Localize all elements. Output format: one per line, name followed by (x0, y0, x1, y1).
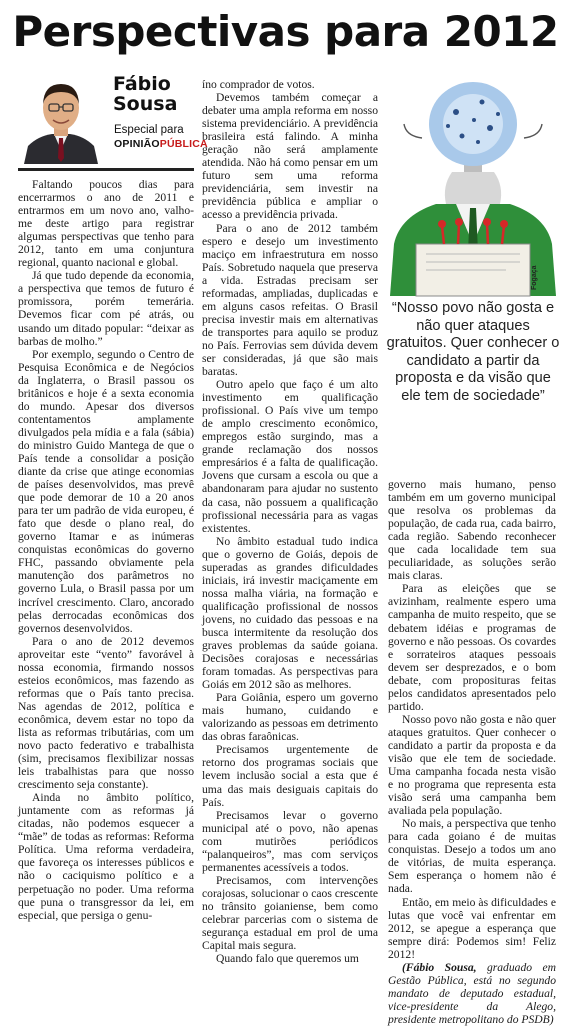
paragraph: Então, em meio às dificuldades e lutas que você vai enfrentar em 2012, se apegue a esperança que sempre dirá: Podemos sim! Feliz 2012! (388, 895, 556, 961)
pull-quote: “Nosso povo não gosta e não quer ataques gratuitos. Quer conhecer o candidato a partir da proposta e da visão que ele tem de sociedade” (386, 300, 560, 404)
signature-name: (Fábio Sousa, (402, 960, 477, 974)
brand-part-a: OPINIÃO (114, 138, 160, 150)
brand-logo (114, 138, 208, 150)
paragraph: Outro apelo que faço é um alto investimento em qualificação profissional. O País vive um tempo de amplo crescimento econômico, empregos estão surgindo, mas a grande reclamação dos nossos empresários é a falta de qualificação. Jovens que cursam a escola ou que a abandonaram para ajudar no sustento da casa, não possuem a qualificação profissional necessária para as vagas existentes. (202, 378, 378, 535)
signature-text: graduado em Gestão Pública, está no segundo mandato de deputado estadual, vice-presidente da Alego, presidente metropolitano do PSDB) (388, 960, 556, 1026)
paragraph: Já que tudo depende da economia, a perspectiva que temos de futuro é promissora, porém temerária. Devemos ficar com pé atrás, ou usando um ditado popular: “deixar as barbas de molho.” (18, 269, 194, 348)
author-first-name: Fábio (113, 73, 171, 95)
paragraph: Para o ano de 2012 também espero e desejo um investimento maciço em infraestrutura em nosso País. Sobretudo naquela que preserva a vida. Estradas precisam ser reformadas, ampliadas, duplicadas e em alguns casos refeitas. O Brasil precisa investir mais em alternativas de transportes para aquilo se produz no País. Ferrovias sem dúvida devem ser consideradas, já que são mais baratas. (202, 221, 378, 379)
author-box (18, 72, 208, 168)
paragraph: Ainda no âmbito político, juntamente com as reformas já citadas, não podemos esquecer a “mãe” de todas as reformas: Reforma Política. Uma reforma verdadeira, que favoreça os interesses públicos e não o caciquismo político e a perpetuação no poder. Uma reforma que puna o transgressor da lei, em especial, que persiga o genu- (18, 791, 194, 922)
paragraph: Devemos também começar a debater uma ampla reforma em nosso sistema previdenciário. A previdência brasileira está falindo. A minha geração não será amplamente atendida. Não há como pensar em um futuro sem uma reforma previdenciária, sem investir na previdência pública e ampliar o acesso a previdência privada. (202, 91, 378, 222)
paragraph: No mais, a perspectiva que tenho para cada goiano é de muitas conquistas. Desejo a todos um ano de vitórias, de muita esperança. Sem esperança o homem não é nada. (388, 817, 556, 896)
paragraph: Nosso povo não gosta e não quer ataques gratuitos. Quer conhecer o candidato a partir da proposta e da visão que ele tem de sociedade. Uma campanha focada nesta visão e no programa que representa esta visão será uma campanha bem avaliada pela população. (388, 712, 556, 818)
paragraph: governo mais humano, penso também em um governo municipal que resolva os problemas da população, de cada rua, cada bairro, cada região. Sabendo reconhecer que cada localidade tem sua peculiaridade, as soluções serão mais claras. (388, 478, 556, 583)
paragraph: Precisamos urgentemente de retorno dos programas sociais que levem inclusão social a esta que é uma das mais desiguais capitais do País. (202, 743, 378, 809)
author-divider (18, 168, 194, 171)
paragraph: No âmbito estadual tudo indica que o governo de Goiás, depois de superadas as grandes dificuldades iniciais, irá investir maciçamente em nossa malha viária, na formação e qualificação profissional de nossos jovens, no cuidado das pessoas e na busca intermitente da resolução dos graves problemas da saúde goiana. Decisões corajosas e necessárias foram tomadas. As perspectivas para Goiás em 2012 são as melhores. (202, 534, 378, 692)
illustration-signature: Fogaça (531, 265, 538, 290)
author-signature (388, 961, 556, 1026)
paragraph: Precisamos, com intervenções corajosas, solucionar o caos crescente no trânsito goianiense, bem como celebrar parcerias com o sistema de segurança estadual em prol de uma Capital mais segura. (202, 873, 378, 953)
author-last-name: Sousa (113, 93, 178, 115)
paragraph: Precisamos levar o governo municipal até o povo, não apenas com mutirões periódicos “palanqueiros”, mas com serviços permanentes acessíveis a todos. (202, 808, 378, 874)
author-name (113, 74, 197, 114)
headline: Perspectivas para 2012 (12, 7, 559, 56)
illustration (386, 76, 560, 296)
paragraph: Para o ano de 2012 devemos aproveitar este “vento” favorável à nossa economia, firmando nossos esteios econômicos, mas fazendo as reformas que o País tanto precisa. Nas agendas de 2012, política e econômica, devem estar no topo da lista as reformas tributárias, com um novo pacto federativo e trabalhista (sim, precisamos flexibilizar nossas leis trabalhistas para que nosso crescimento seja constante). (18, 634, 194, 792)
paragraph: Por exemplo, segundo o Centro de Pesquisa Econômica e de Negócios da Inglaterra, o Brasil passou os britânicos e hoje é a sexta economia do mundo. Apesar dos diversos contentamentos amplamente divulgados pela mídia e a fala (sábia) do ministro Guido Mantega de que o País tende a consolidar a posição diante da crise que atinge economias de países desenvolvidos, mas prevê que pode demorar de 10 a 20 anos para ter um padrão de vida europeu, é fato que desde o plano real, do governo Itamar e as inúmeras conquistas econômicas do governo FHC, passando obviamente pela manutenção dos parâmetros no governo Lula, o Brasil passa por um incrível crescimento. Claro, ancorado pelas derrocadas econômicas dos governos desenvolvidos. (18, 347, 194, 635)
column-1 (18, 178, 194, 922)
paragraph: Quando falo que queremos um (216, 952, 359, 966)
paragraph: Para as eleições que se avizinham, realmente espero uma campanha de muito respeito, que se debatem idéias e programas de governo e não pessoas. Os covardes e sorrateiros ataques pessoais devem ser desprezados, e o bom debate, com proposituras feitas pelos candidatos apresentados pelo partido. (388, 582, 556, 713)
paragraph: Para Goiânia, espero um governo mais humano, cuidando e valorizando as pessoas em detrimento das obras faraônicas. (202, 691, 378, 744)
paragraph: Faltando poucos dias para encerrarmos o ano de 2011 e entrarmos em um novo ano, valho-me deste artigo para registrar algumas perspectivas que tenho para 2012, tanto em uma conjuntura regional, quanto nacional e global. (18, 178, 194, 270)
column-3 (388, 478, 556, 1026)
avatar (18, 76, 104, 164)
paragraph: íno comprador de votos. (202, 78, 315, 91)
column-2 (202, 78, 378, 965)
brand-part-b: PÚBLICA (159, 138, 208, 150)
author-role: Especial para (114, 124, 184, 136)
